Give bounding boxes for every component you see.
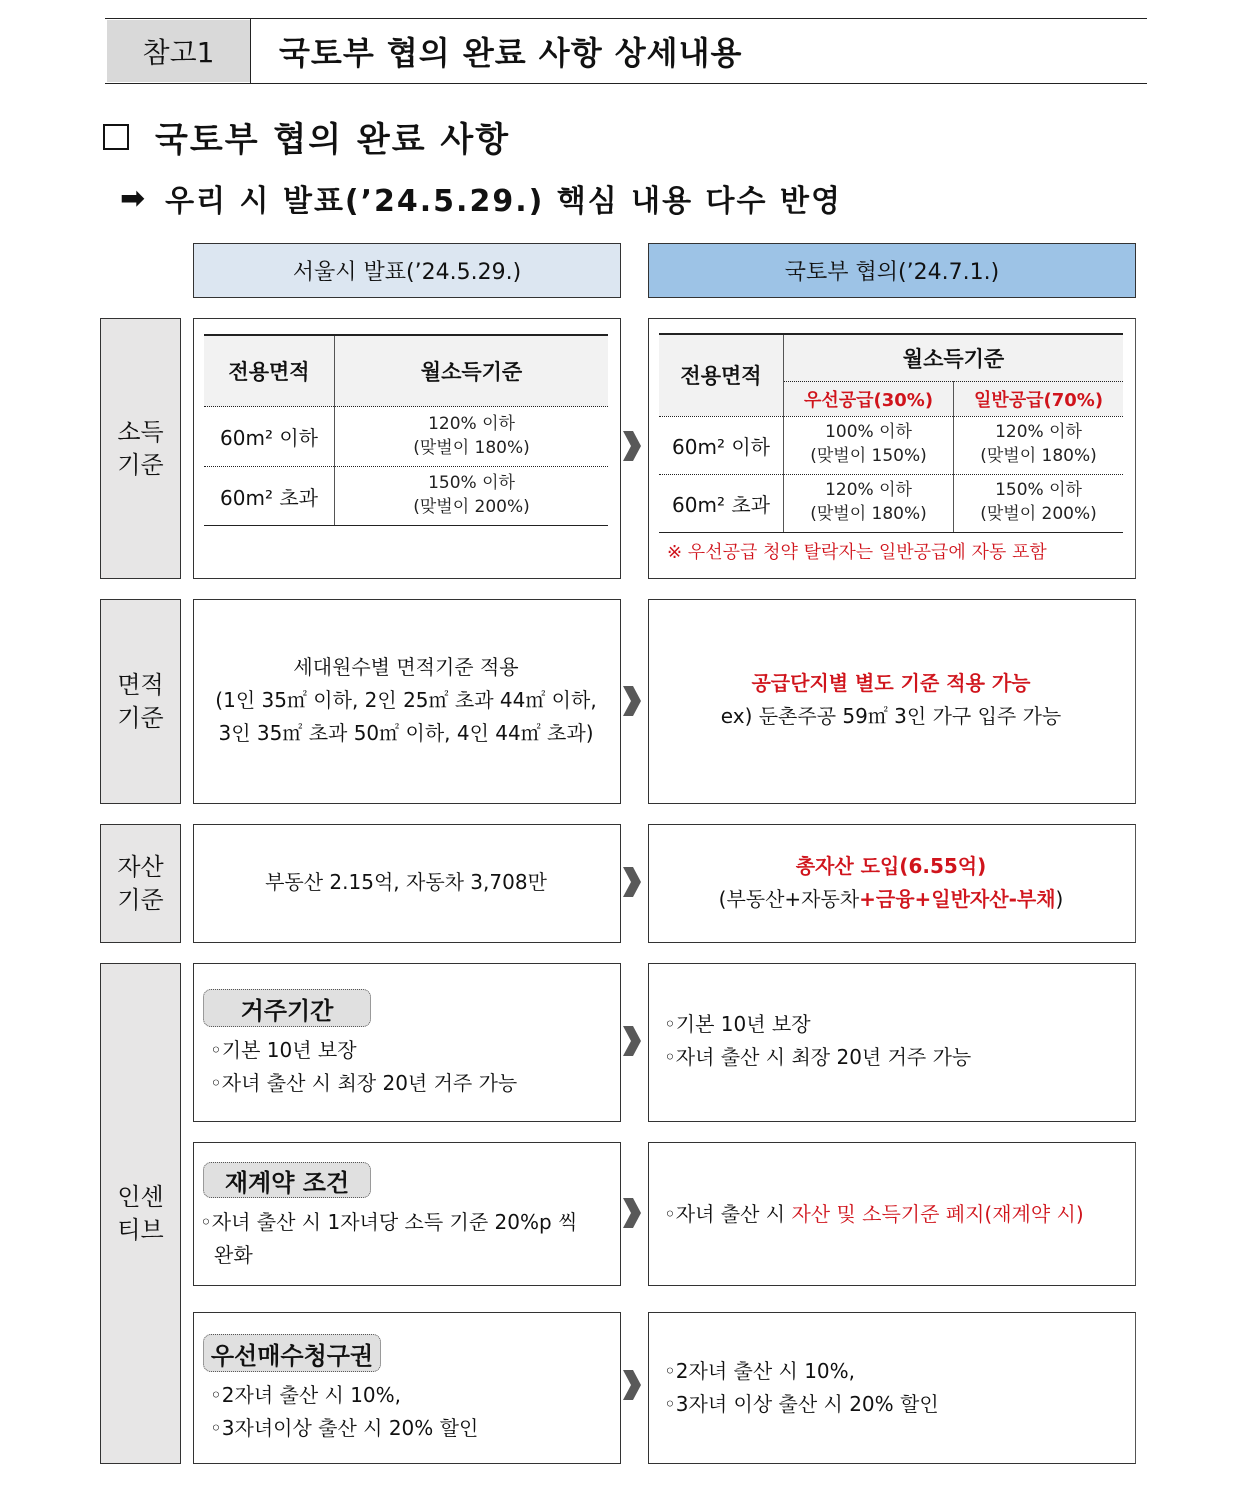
purchase-right-list bbox=[664, 1355, 939, 1421]
list-item bbox=[664, 1198, 1084, 1231]
table-cell-income bbox=[335, 467, 609, 526]
page-title: 국토부 협의 완료 사항 상세내용 bbox=[279, 34, 743, 72]
category-incentive: 인센 티브 bbox=[100, 963, 181, 1464]
asset-right-text bbox=[648, 845, 1134, 920]
table-cell-general bbox=[954, 416, 1123, 474]
list-item: ◦자녀 출산 시 1자녀당 소득 기준 20%p 씩 bbox=[200, 1210, 578, 1234]
renewal-pill: 재계약 조건 bbox=[203, 1162, 371, 1198]
area-left-line: (1인 35㎡ 이하, 2인 25㎡ 초과 44㎡ 이하, bbox=[215, 687, 597, 712]
table-subheader-priority: 우선공급(30%) bbox=[784, 381, 954, 416]
section-heading bbox=[103, 112, 510, 161]
table-header-area: 전용면적 bbox=[204, 335, 335, 407]
area-right-example: ex) 둔촌주공 59㎡ 3인 가구 입주 가능 bbox=[720, 704, 1062, 728]
table-cell-priority bbox=[784, 474, 954, 532]
table-cell-general bbox=[954, 474, 1123, 532]
list-item: ◦3자녀 이상 출산 시 20% 할인 bbox=[664, 1392, 939, 1416]
renewal-right-part: ◦자녀 출산 시 bbox=[664, 1202, 792, 1226]
table-cell-income bbox=[335, 407, 609, 467]
purchase-left-list bbox=[210, 1379, 478, 1445]
section-title: 국토부 협의 완료 사항 bbox=[155, 120, 511, 160]
income-note: ※ 우선공급 청약 탈락자는 일반공급에 자동 포함 bbox=[667, 542, 1047, 563]
chevron-right-icon bbox=[621, 684, 643, 718]
list-item-continued: 완화 bbox=[214, 1243, 253, 1267]
list-item: ◦자녀 출산 시 최장 20년 거주 가능 bbox=[210, 1071, 518, 1095]
header-bottom-rule bbox=[105, 83, 1147, 84]
table-cell-area: 60m² 이하 bbox=[659, 416, 784, 474]
area-left-line: 세대원수별 면적기준 적용 bbox=[293, 654, 519, 679]
area-right-highlight: 공급단지별 별도 기준 적용 가능 bbox=[751, 671, 1031, 695]
cell-line: 120% 이하 bbox=[428, 413, 515, 434]
income-right-table bbox=[659, 333, 1123, 533]
table-header-area: 전용면적 bbox=[659, 334, 784, 416]
column-header-ministry: 국토부 협의(’24.7.1.) bbox=[648, 243, 1136, 298]
header-top-rule bbox=[105, 18, 1147, 19]
table-header-income: 월소득기준 bbox=[784, 334, 1124, 381]
area-left-line: 3인 35㎡ 초과 50㎡ 이하, 4인 44㎡ 초과) bbox=[218, 720, 594, 745]
checkbox-icon bbox=[103, 124, 129, 150]
asset-detail-part: (부동산+자동차 bbox=[718, 886, 860, 911]
residence-right-list bbox=[664, 1008, 971, 1074]
table-cell-area: 60m² 초과 bbox=[204, 467, 335, 526]
list-item: ◦기본 10년 보장 bbox=[210, 1038, 357, 1062]
cell-line: (맞벌이 200%) bbox=[980, 504, 1097, 524]
chevron-right-icon bbox=[621, 1368, 643, 1402]
table-header-income: 월소득기준 bbox=[335, 335, 609, 407]
asset-detail-part: ) bbox=[1055, 886, 1064, 911]
list-item: ◦2자녀 출산 시 10%, bbox=[210, 1383, 402, 1407]
cell-line: (맞벌이 180%) bbox=[810, 504, 927, 524]
chevron-right-icon bbox=[621, 1024, 643, 1058]
list-item: ◦2자녀 출산 시 10%, bbox=[664, 1359, 856, 1383]
column-header-seoul: 서울시 발표(’24.5.29.) bbox=[193, 243, 621, 298]
chevron-right-icon bbox=[621, 429, 643, 463]
cell-line: (맞벌이 150%) bbox=[810, 446, 927, 466]
header-divider bbox=[250, 19, 251, 83]
table-cell-area: 60m² 이하 bbox=[204, 407, 335, 467]
category-asset: 자산 기준 bbox=[100, 824, 181, 943]
reference-tag: 참고1 bbox=[107, 20, 250, 82]
cell-line: (맞벌이 200%) bbox=[413, 497, 530, 517]
income-left-table bbox=[204, 334, 608, 526]
purchase-pill: 우선매수청구권 bbox=[203, 1334, 381, 1372]
list-item: ◦기본 10년 보장 bbox=[664, 1012, 811, 1036]
asset-detail-added: +금융+일반자산-부채 bbox=[859, 886, 1056, 911]
asset-right-highlight: 총자산 도입(6.55억) bbox=[795, 853, 987, 878]
asset-left-text: 부동산 2.15억, 자동차 3,708만 bbox=[265, 870, 547, 894]
cell-line: 150% 이하 bbox=[995, 480, 1082, 501]
table-cell-priority bbox=[784, 416, 954, 474]
cell-line: 120% 이하 bbox=[825, 480, 912, 501]
residence-left-list bbox=[210, 1034, 517, 1100]
cell-line: 120% 이하 bbox=[995, 422, 1082, 443]
chevron-right-icon bbox=[621, 865, 643, 899]
cell-line: (맞벌이 180%) bbox=[980, 446, 1097, 466]
area-right-text bbox=[648, 665, 1134, 735]
cell-line: 100% 이하 bbox=[825, 422, 912, 443]
arrow-right-icon: ➡ bbox=[120, 180, 148, 216]
chevron-right-icon bbox=[621, 1196, 643, 1230]
category-area: 면적 기준 bbox=[100, 599, 181, 804]
cell-line: (맞벌이 180%) bbox=[413, 437, 530, 458]
section-subtitle: 우리 시 발표(’24.5.29.) 핵심 내용 다수 반영 bbox=[165, 184, 842, 219]
renewal-left-list bbox=[200, 1206, 577, 1272]
asset-right-detail bbox=[719, 883, 1064, 916]
cell-line: 150% 이하 bbox=[428, 473, 515, 494]
list-item: ◦자녀 출산 시 최장 20년 거주 가능 bbox=[664, 1045, 972, 1069]
table-subheader-general: 일반공급(70%) bbox=[954, 381, 1123, 416]
table-cell-area: 60m² 초과 bbox=[659, 474, 784, 532]
list-item: ◦3자녀이상 출산 시 20% 할인 bbox=[210, 1416, 479, 1440]
renewal-right-highlight: 자산 및 소득기준 폐지(재계약 시) bbox=[791, 1202, 1084, 1226]
renewal-right-list bbox=[664, 1198, 1084, 1231]
section-subheading bbox=[120, 176, 842, 220]
residence-pill: 거주기간 bbox=[203, 989, 371, 1027]
category-income: 소득 기준 bbox=[100, 318, 181, 579]
area-left-text bbox=[193, 645, 619, 755]
